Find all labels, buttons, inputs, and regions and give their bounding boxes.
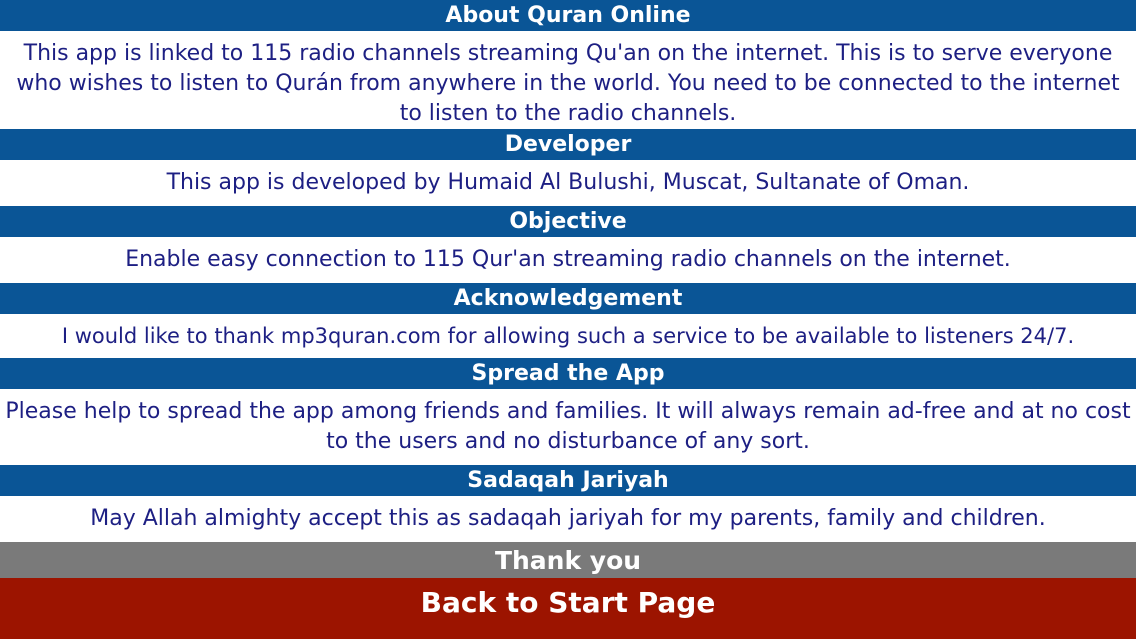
section-text-spread: Please help to spread the app among friends and families. It will always remain ad-free and at no cost to the users and no disturbance of any sort. <box>0 389 1136 465</box>
thank-you-banner: Thank you <box>0 542 1136 578</box>
section-header-sadaqah: Sadaqah Jariyah <box>0 465 1136 496</box>
section-header-about: About Quran Online <box>0 0 1136 31</box>
section-header-developer: Developer <box>0 129 1136 160</box>
section-text-objective: Enable easy connection to 115 Qur'an streaming radio channels on the internet. <box>0 237 1136 283</box>
section-header-spread: Spread the App <box>0 358 1136 389</box>
section-text-sadaqah: May Allah almighty accept this as sadaqah jariyah for my parents, family and children. <box>0 496 1136 542</box>
section-header-acknowledgement: Acknowledgement <box>0 283 1136 314</box>
section-text-developer: This app is developed by Humaid Al Bulushi, Muscat, Sultanate of Oman. <box>0 160 1136 206</box>
section-text-about: This app is linked to 115 radio channels streaming Qu'an on the internet. This is to serve everyone who wishes to listen to Qurán from anywhere in the world. You need to be connected to the internet to listen to the radio channels. <box>0 31 1136 129</box>
back-to-start-button[interactable]: Back to Start Page <box>0 578 1136 639</box>
section-text-acknowledgement: I would like to thank mp3quran.com for allowing such a service to be available to listeners 24/7. <box>0 314 1136 358</box>
section-header-objective: Objective <box>0 206 1136 237</box>
